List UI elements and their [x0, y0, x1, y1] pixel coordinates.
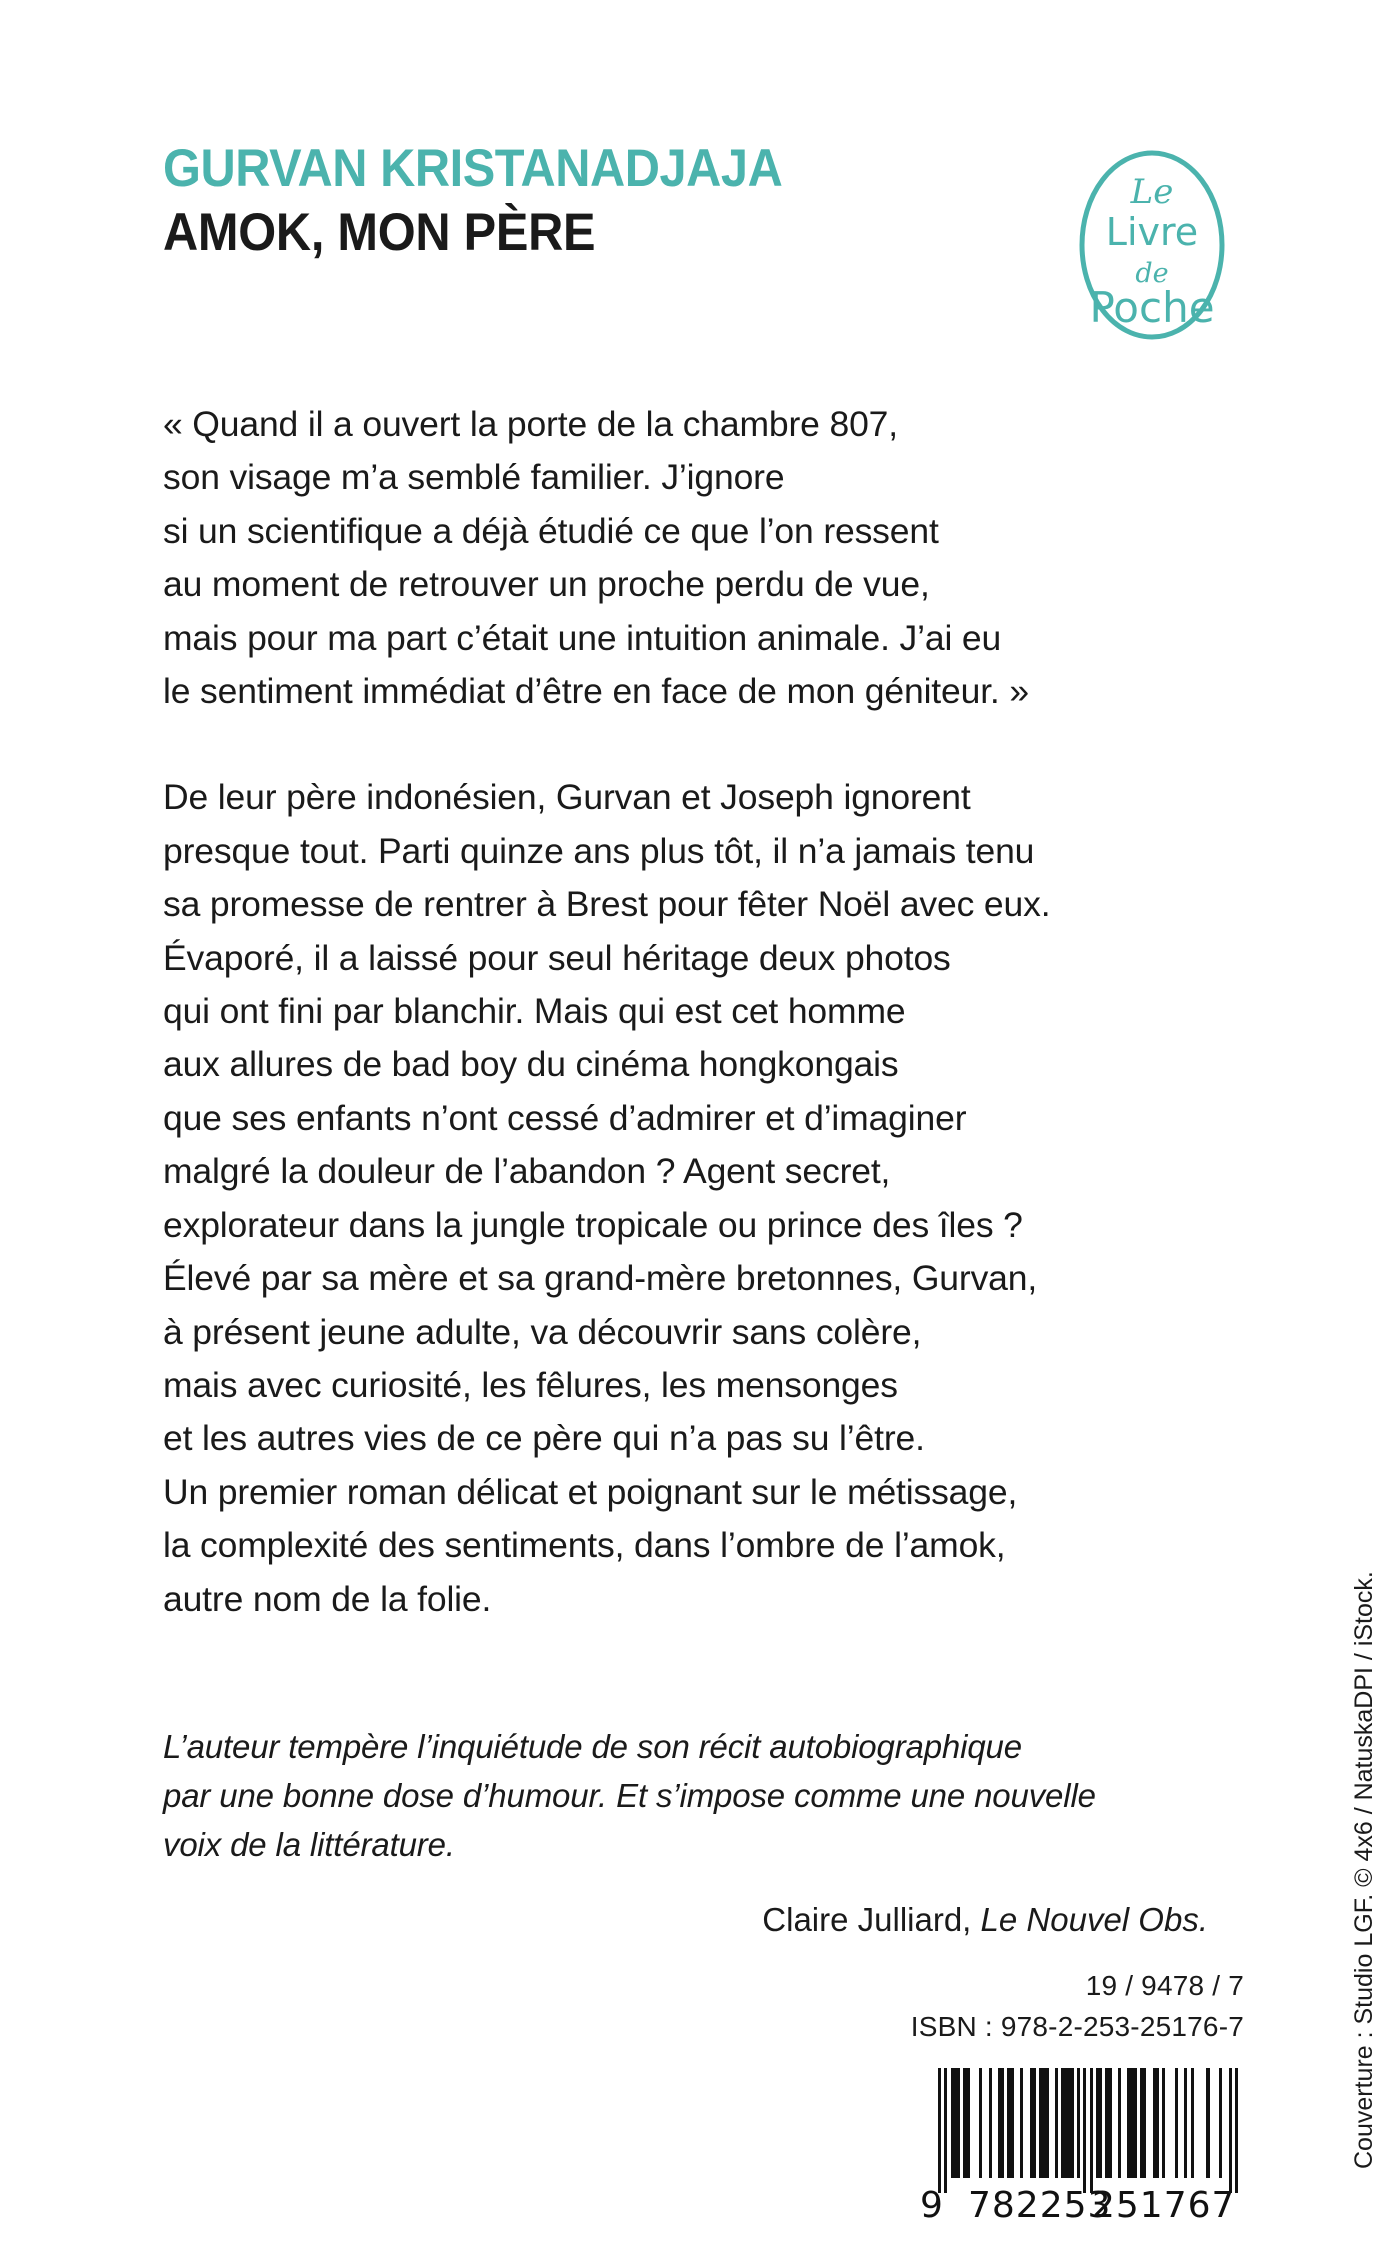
- cover-header: [163, 139, 1063, 263]
- review-publication: Le Nouvel Obs.: [980, 1900, 1208, 1938]
- blurb-line: qui ont fini par blanchir. Mais qui est cet homme: [163, 991, 906, 1032]
- excerpt-quote: [163, 398, 1243, 718]
- blurb-line: sa promesse de rentrer à Brest pour fêter Noël avec eux.: [163, 884, 1051, 925]
- barcode-digits: [920, 2185, 1238, 2233]
- book-title: AMOK, MON PÈRE: [163, 203, 596, 263]
- quote-line: au moment de retrouver un proche perdu de vue,: [163, 564, 930, 605]
- barcode-digit-left: 9: [920, 2185, 944, 2226]
- blurb-line: et les autres vies de ce père qui n’a pas su l’être.: [163, 1418, 925, 1459]
- blurb-line: à présent jeune adulte, va découvrir sans colère,: [163, 1311, 922, 1352]
- press-review: [163, 1722, 1243, 1869]
- quote-line: si un scientifique a déjà étudié ce que l’on ressent: [163, 510, 939, 551]
- code-block: [911, 1965, 1244, 2047]
- cover-credit-text: Couverture : Studio LGF. © 4x6 / NatuskaDPI / iStock.: [1350, 1571, 1378, 2169]
- blurb-line: Élevé par sa mère et sa grand-mère bretonnes, Gurvan,: [163, 1258, 1038, 1299]
- blurb-line: la complexité des sentiments, dans l’ombre de l’amok,: [163, 1525, 1006, 1566]
- review-line: L’auteur tempère l’inquiétude de son récit autobiographique: [163, 1727, 1022, 1765]
- review-attribution: [163, 1895, 1208, 1944]
- barcode-digit-mid: 782253: [968, 2185, 1112, 2226]
- blurb-line: Évaporé, il a laissé pour seul héritage deux photos: [163, 937, 951, 978]
- quote-line: « Quand il a ouvert la porte de la chambre 807,: [163, 404, 898, 444]
- blurb-line: malgré la douleur de l’abandon ? Agent secret,: [163, 1151, 891, 1192]
- quote-line: le sentiment immédiat d’être en face de mon géniteur. »: [163, 671, 1029, 712]
- quote-line: mais pour ma part c’était une intuition animale. J’ai eu: [163, 617, 1002, 658]
- blurb-paragraph: [163, 771, 1243, 1626]
- blurb-line: mais avec curiosité, les fêlures, les mensonges: [163, 1364, 898, 1405]
- author-name: GURVAN KRISTANADJAJA: [163, 139, 783, 198]
- blurb-line: presque tout. Parti quinze ans plus tôt, il n’a jamais tenu: [163, 830, 1035, 871]
- isbn-text: ISBN : 978-2-253-25176-7: [910, 2011, 1244, 2042]
- quote-line: son visage m’a semblé familier. J’ignore: [163, 457, 785, 498]
- blurb-line: que ses enfants n’ont cessé d’admirer et d’imaginer: [163, 1097, 967, 1138]
- blurb-line: aux allures de bad boy du cinéma hongkongais: [163, 1044, 899, 1085]
- cover-credit: [1350, 1549, 1399, 2169]
- blurb-line: Un premier roman délicat et poignant sur le métissage,: [163, 1471, 1018, 1512]
- review-line: voix de la littérature.: [163, 1825, 455, 1863]
- blurb-line: autre nom de la folie.: [163, 1578, 492, 1619]
- review-line: par une bonne dose d’humour. Et s’impose comme une nouvelle: [163, 1776, 1096, 1814]
- barcode: [920, 2068, 1238, 2243]
- blurb-line: explorateur dans la jungle tropicale ou prince des îles ?: [163, 1204, 1023, 1245]
- svg-text:de: de: [1135, 258, 1169, 289]
- barcode-bars: [938, 2068, 1238, 2193]
- svg-text:Poche: Poche: [1089, 283, 1215, 332]
- spacer: [163, 1626, 1243, 1722]
- back-cover-text: [163, 398, 1243, 1944]
- review-author: Claire Julliard,: [762, 1900, 981, 1938]
- svg-text:Le: Le: [1130, 172, 1174, 212]
- price-code: 19 / 9478 / 7: [1085, 1970, 1244, 2001]
- publisher-logo: [1072, 145, 1232, 345]
- barcode-digit-right: 251767: [1092, 2185, 1236, 2226]
- blurb-line: De leur père indonésien, Gurvan et Joseph ignorent: [163, 777, 971, 818]
- svg-text:Livre: Livre: [1105, 210, 1199, 254]
- spacer: [163, 718, 1243, 771]
